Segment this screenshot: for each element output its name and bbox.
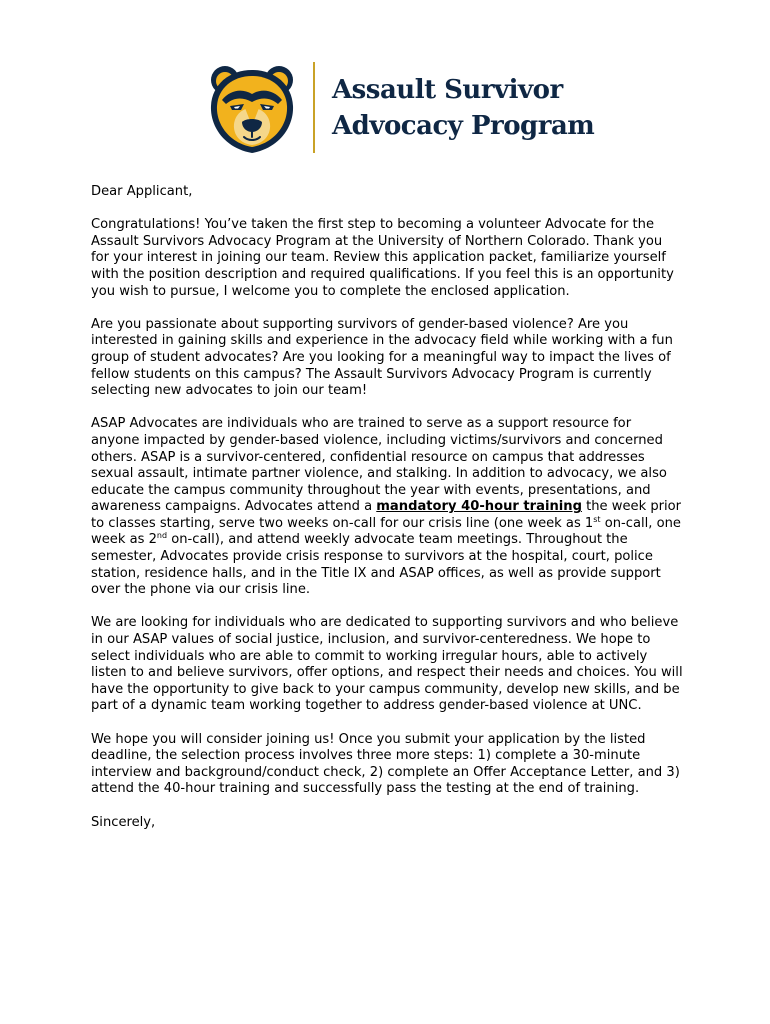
paragraph-advocates bbox=[91, 416, 683, 599]
ordinal-suffix-1: st bbox=[593, 514, 601, 524]
paragraph-intro: Congratulations! You’ve taken the first step to becoming a volunteer Advocate for the Assault Survivors Advocacy Program at the University of Northern Colorado. Thank you for your interest in joining our team. Review this application packet, familiarize yourself with the position description and required qualifications. If you feel this is an opportunity you wish to pursue, I welcome you to complete the enclosed application. bbox=[91, 217, 674, 299]
wordmark-line-1: Assault Survivor bbox=[332, 75, 563, 105]
wordmark-line-2: Advocacy Program bbox=[332, 111, 595, 141]
bear-head-icon bbox=[208, 64, 296, 154]
letter-body bbox=[91, 184, 683, 848]
program-wordmark bbox=[332, 72, 594, 144]
ordinal-suffix-2: nd bbox=[156, 531, 168, 541]
paragraph-values: We are looking for individuals who are dedicated to supporting survivors and who believe in our ASAP values of social justice, inclusion, and survivor-centeredness. We hope to select individuals who are able to commit to working irregular hours, able to actively listen to and believe survivors, offer options, and respect their needs and choices. You will have the opportunity to give back to your campus community, develop new skills, and be part of a dynamic team working together to address gender-based violence at UNC. bbox=[91, 615, 683, 714]
salutation: Dear Applicant, bbox=[91, 184, 193, 199]
logo-divider bbox=[313, 62, 315, 153]
advocates-text-1: ASAP Advocates are individuals who are trained to serve as a support resource for anyone impacted by gender-based violence, including victims/survivors and concerned others. ASAP is a survivor-centered, confidential resource on campus that addresses sexual assault, intimate partner violence, and stalking. In addition to advocacy, we also educate the campus community throughout the year with events, presentations, and awareness campaigns. Advocates attend a bbox=[91, 416, 667, 515]
advocates-text-2: the week prior to classes starting, serve two weeks on-call for our crisis line (one week as 1 bbox=[91, 499, 682, 531]
advocates-text-3: on-call, one week as 2 bbox=[91, 515, 681, 548]
advocates-text-4: on-call), and attend weekly advocate team meetings. Throughout the semester, Advocates provide crisis response to survivors at the hospital, court, police station, residence halls, and in the Title IX and ASAP offices, as well as provide support over the phone via our crisis line. bbox=[91, 532, 661, 598]
paragraph-questions: Are you passionate about supporting survivors of gender-based violence? Are you interested in gaining skills and experience in the advocacy field while working with a fun group of student advocates? Are you looking for a meaningful way to impact the lives of fellow students on this campus? The Assault Survivors Advocacy Program is currently selecting new advocates to join our team! bbox=[91, 316, 673, 399]
mandatory-training-emphasis: mandatory 40-hour training bbox=[376, 499, 582, 515]
closing: Sincerely, bbox=[91, 814, 156, 830]
paragraph-process: We hope you will consider joining us! Once you submit your application by the listed deadline, the selection process involves three more steps: 1) complete a 30-minute interview and background/conduct check, 2) complete an Offer Acceptance Letter, and 3) attend the 40-hour training and successfully pass the testing at the end of training. bbox=[91, 731, 680, 797]
letterhead bbox=[0, 0, 770, 170]
